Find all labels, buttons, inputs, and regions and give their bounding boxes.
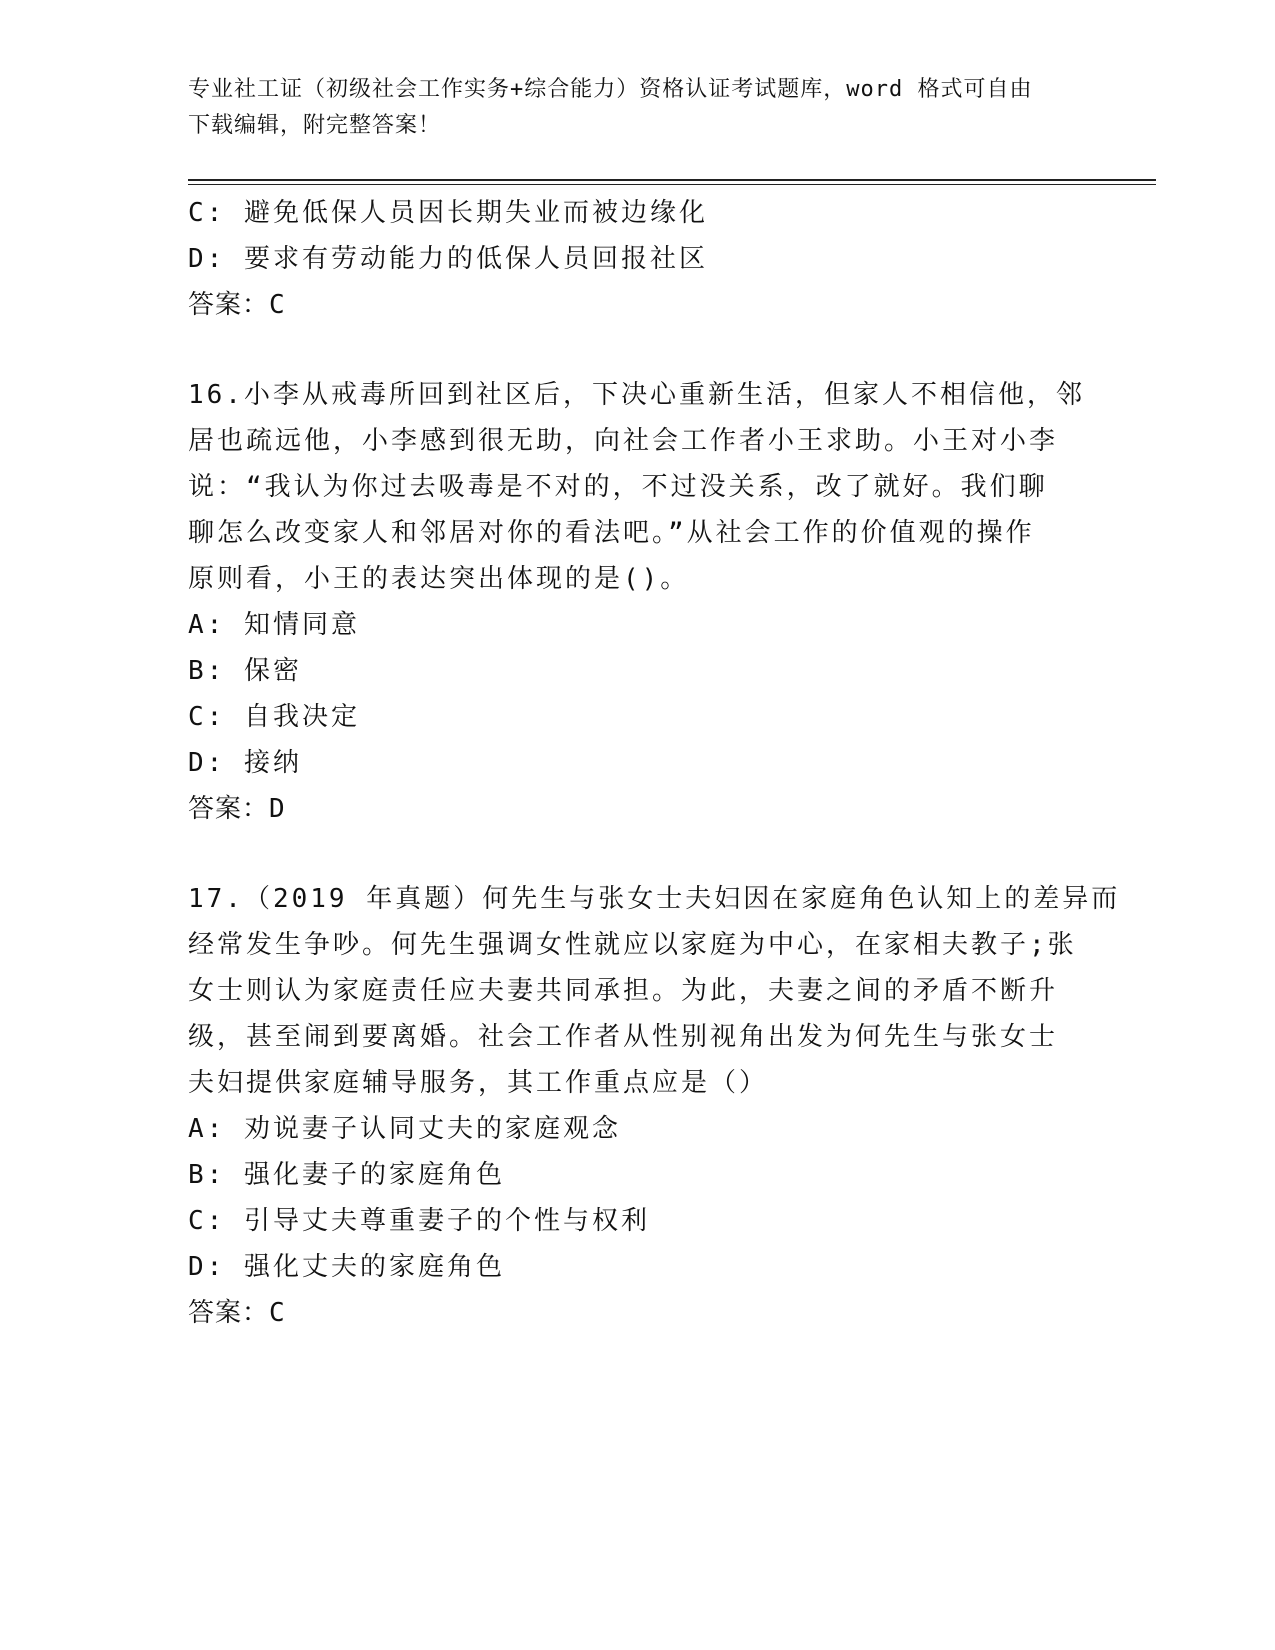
option-a: A: 知情同意 [188,610,360,640]
option-a: A: 劝说妻子认同丈夫的家庭观念 [188,1114,621,1144]
question-16 [188,372,1088,832]
question-line: 经常发生争吵。何先生强调女性就应以家庭为中心，在家相夫教子;张 [188,930,1077,960]
option-d: D: 要求有劳动能力的低保人员回报社区 [188,244,708,274]
question-17 [188,876,1121,1336]
document-body [188,190,1121,1336]
question-line: 16.小李从戒毒所回到社区后，下决心重新生活，但家人不相信他，邻 [188,380,1085,410]
question-text [188,372,1088,602]
option-c: C: 自我决定 [188,702,360,732]
question-line: 17.（2019 年真题）何先生与张女士夫妇因在家庭角色认知上的差异而 [188,884,1121,914]
header-line-1: 专业社工证（初级社会工作实务+综合能力）资格认证考试题库，word 格式可自由 [188,77,1033,102]
question-text [188,876,1121,1106]
previous-question [188,190,1088,328]
option-b: B: 强化妻子的家庭角色 [188,1160,505,1190]
header-divider-thin [188,184,1156,185]
option-d: D: 强化丈夫的家庭角色 [188,1252,505,1282]
option-d: D: 接纳 [188,748,302,778]
question-line: 聊怎么改变家人和邻居对你的看法吧。”从社会工作的价值观的操作 [188,518,1035,548]
question-line: 原则看，小王的表达突出体现的是()。 [188,564,690,594]
question-line: 女士则认为家庭责任应夫妻共同承担。为此，夫妻之间的矛盾不断升 [188,976,1059,1006]
question-line: 级，甚至闹到要离婚。社会工作者从性别视角出发为何先生与张女士 [188,1022,1059,1052]
page-header [188,72,1088,144]
answer-line: 答案：C [188,290,286,320]
option-b: B: 保密 [188,656,302,686]
question-line: 夫妇提供家庭辅导服务，其工作重点应是（） [188,1068,769,1098]
answer-line: 答案：D [188,794,286,824]
header-divider-thick [188,179,1156,181]
question-line: 居也疏远他，小李感到很无助，向社会工作者小王求助。小王对小李 [188,426,1059,456]
answer-line: 答案：C [188,1298,286,1328]
header-line-2: 下载编辑，附完整答案！ [188,113,442,138]
option-c: C: 引导丈夫尊重妻子的个性与权利 [188,1206,650,1236]
option-c: C: 避免低保人员因长期失业而被边缘化 [188,198,708,228]
question-line: 说：“我认为你过去吸毒是不对的，不过没关系，改了就好。我们聊 [188,472,1048,502]
